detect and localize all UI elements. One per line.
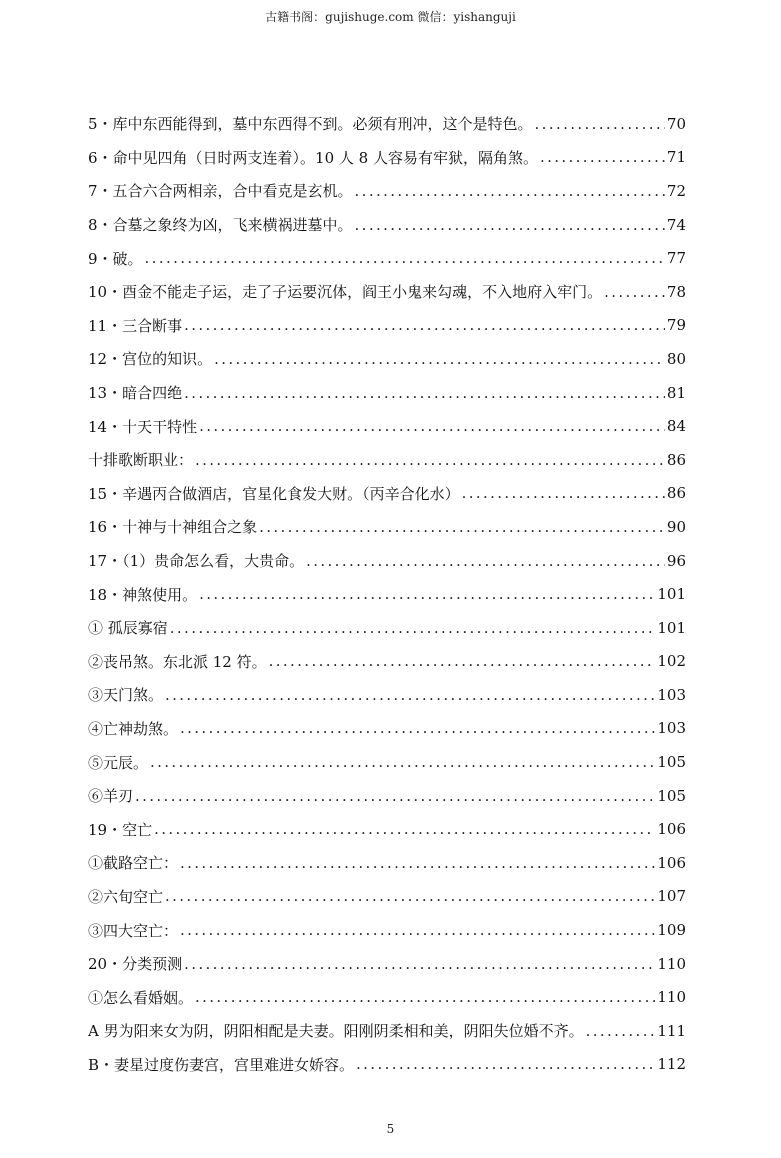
toc-entry-page: 80 [666, 349, 686, 368]
toc-entry [88, 611, 686, 645]
dot-leader [165, 686, 655, 704]
toc-entry [88, 275, 686, 309]
dot-leader [195, 988, 655, 1006]
dot-leader [170, 619, 656, 637]
dot-leader [145, 249, 665, 267]
toc-entry-page: 96 [666, 551, 686, 570]
toc-entry-title: 15・辛遇丙合做酒店，官星化食发大财。（丙辛合化水） [88, 484, 460, 503]
toc-entry-title: A 男为阳来女为阴，阴阳相配是夫妻。阳刚阴柔相和美，阴阳失位婚不齐。 [88, 1022, 584, 1041]
toc-entry [88, 645, 686, 679]
toc-entry [88, 1048, 686, 1082]
toc-entry-title: 十排歌断职业： [88, 451, 194, 470]
toc-entry-page: 109 [657, 921, 686, 940]
toc-entry-title: B・妻星过度伤妻宫，宫里难进女娇容。 [88, 1055, 355, 1074]
toc-entry [88, 947, 686, 981]
toc-entry-page: 106 [657, 853, 686, 872]
toc-entry-title: 8・合墓之象终为凶，飞来横祸进墓中。 [88, 216, 353, 235]
toc-entry [88, 376, 686, 410]
toc-entry [88, 342, 686, 376]
toc-entry-title: ④亡神劫煞。 [88, 719, 179, 738]
toc-entry-title: ③四大空亡： [88, 921, 179, 940]
dot-leader [199, 585, 655, 603]
dot-leader [540, 148, 665, 166]
toc-entry-page: 71 [666, 148, 686, 167]
toc-entry-title: 14・十天干特性 [88, 417, 198, 436]
page-header: 古籍书阁：gujishuge.com 微信：yishanguji [265, 10, 516, 24]
dot-leader [184, 384, 665, 402]
toc-entry-page: 111 [657, 1021, 686, 1040]
toc-entry-page: 77 [666, 249, 686, 268]
toc-entry-title: ③天门煞。 [88, 686, 164, 705]
dot-leader [355, 182, 665, 200]
table-of-contents [88, 107, 686, 1081]
toc-entry-page: 110 [657, 988, 686, 1007]
toc-entry [88, 544, 686, 578]
toc-entry [88, 812, 686, 846]
toc-entry-title: ⑤元辰。 [88, 753, 149, 772]
toc-entry [88, 107, 686, 141]
toc-entry-page: 101 [657, 618, 686, 637]
toc-entry-page: 103 [657, 685, 686, 704]
toc-entry-page: 78 [666, 282, 686, 301]
toc-entry [88, 577, 686, 611]
dot-leader [180, 921, 655, 939]
toc-entry [88, 1014, 686, 1048]
toc-entry-title: 10・酉金不能走子运，走了子运要沉体，阎王小鬼来勾魂，不入地府入牢门。 [88, 283, 603, 302]
dot-leader [306, 552, 665, 570]
dot-leader [150, 753, 655, 771]
toc-entry-page: 101 [657, 585, 686, 604]
toc-entry-title: 19・空亡 [88, 820, 153, 839]
toc-entry [88, 980, 686, 1014]
dot-leader [165, 887, 655, 905]
toc-entry-title: 9・破。 [88, 249, 143, 268]
dot-leader [135, 787, 655, 805]
toc-entry-page: 110 [657, 954, 686, 973]
toc-entry-page: 103 [657, 719, 686, 738]
toc-entry-title: 6・命中见四角（日时两支连着）。10 人 8 人容易有牢狱，隔角煞。 [88, 148, 538, 167]
dot-leader [184, 955, 655, 973]
dot-leader [586, 1022, 656, 1040]
toc-entry-title: 11・三合断事 [88, 316, 183, 335]
dot-leader [535, 115, 665, 133]
toc-entry-page: 102 [657, 652, 686, 671]
toc-entry-page: 81 [666, 383, 686, 402]
dot-leader [199, 417, 665, 435]
toc-entry-page: 90 [666, 517, 686, 536]
toc-entry [88, 678, 686, 712]
toc-entry [88, 141, 686, 175]
toc-entry-title: ②丧吊煞。东北派 12 符。 [88, 652, 267, 671]
dot-leader [604, 283, 665, 301]
dot-leader [259, 518, 665, 536]
toc-entry-page: 105 [657, 753, 686, 772]
toc-entry-title: 5・库中东西能得到，墓中东西得不到。必须有刑冲，这个是特色。 [88, 115, 533, 134]
toc-entry-page: 112 [657, 1055, 686, 1074]
toc-entry [88, 779, 686, 813]
toc-entry-title: 18・神煞使用。 [88, 585, 198, 604]
toc-entry [88, 846, 686, 880]
toc-entry-title: ②六旬空亡 [88, 887, 164, 906]
toc-entry-page: 84 [666, 417, 686, 436]
dot-leader [462, 484, 665, 502]
toc-entry-page: 105 [657, 786, 686, 805]
dot-leader [154, 820, 655, 838]
dot-leader [269, 652, 656, 670]
toc-entry-page: 70 [666, 114, 686, 133]
toc-entry-page: 74 [666, 215, 686, 234]
dot-leader [214, 350, 665, 368]
toc-entry [88, 241, 686, 275]
dot-leader [195, 451, 665, 469]
toc-entry [88, 880, 686, 914]
toc-entry-title: ① 孤辰寡宿 [88, 619, 168, 638]
toc-entry-page: 106 [657, 820, 686, 839]
toc-entry-page: 107 [657, 887, 686, 906]
toc-entry-title: ①怎么看婚姻。 [88, 988, 194, 1007]
toc-entry [88, 477, 686, 511]
toc-entry-page: 86 [666, 484, 686, 503]
toc-entry [88, 208, 686, 242]
toc-entry-page: 79 [666, 316, 686, 335]
dot-leader [355, 216, 665, 234]
toc-entry [88, 409, 686, 443]
toc-entry [88, 443, 686, 477]
dot-leader [356, 1055, 655, 1073]
toc-entry-title: ⑥羊刃 [88, 787, 134, 806]
page-number: 5 [386, 1122, 395, 1136]
toc-entry-page: 72 [666, 181, 686, 200]
toc-entry [88, 745, 686, 779]
toc-entry-title: 7・五合六合两相亲，合中看克是玄机。 [88, 182, 353, 201]
toc-entry [88, 174, 686, 208]
toc-entry [88, 913, 686, 947]
toc-entry-title: 20・分类预测 [88, 955, 183, 974]
toc-entry-title: 16・十神与十神组合之象 [88, 518, 258, 537]
toc-entry [88, 309, 686, 343]
toc-entry-title: 13・暗合四绝 [88, 384, 183, 403]
toc-entry-page: 86 [666, 450, 686, 469]
toc-entry-title: ①截路空亡： [88, 854, 179, 873]
toc-entry-title: 17・（1）贵命怎么看，大贵命。 [88, 552, 305, 571]
dot-leader [184, 316, 665, 334]
dot-leader [180, 854, 655, 872]
toc-entry-title: 12・宫位的知识。 [88, 350, 213, 369]
dot-leader [180, 719, 655, 737]
toc-entry [88, 510, 686, 544]
toc-entry [88, 712, 686, 746]
